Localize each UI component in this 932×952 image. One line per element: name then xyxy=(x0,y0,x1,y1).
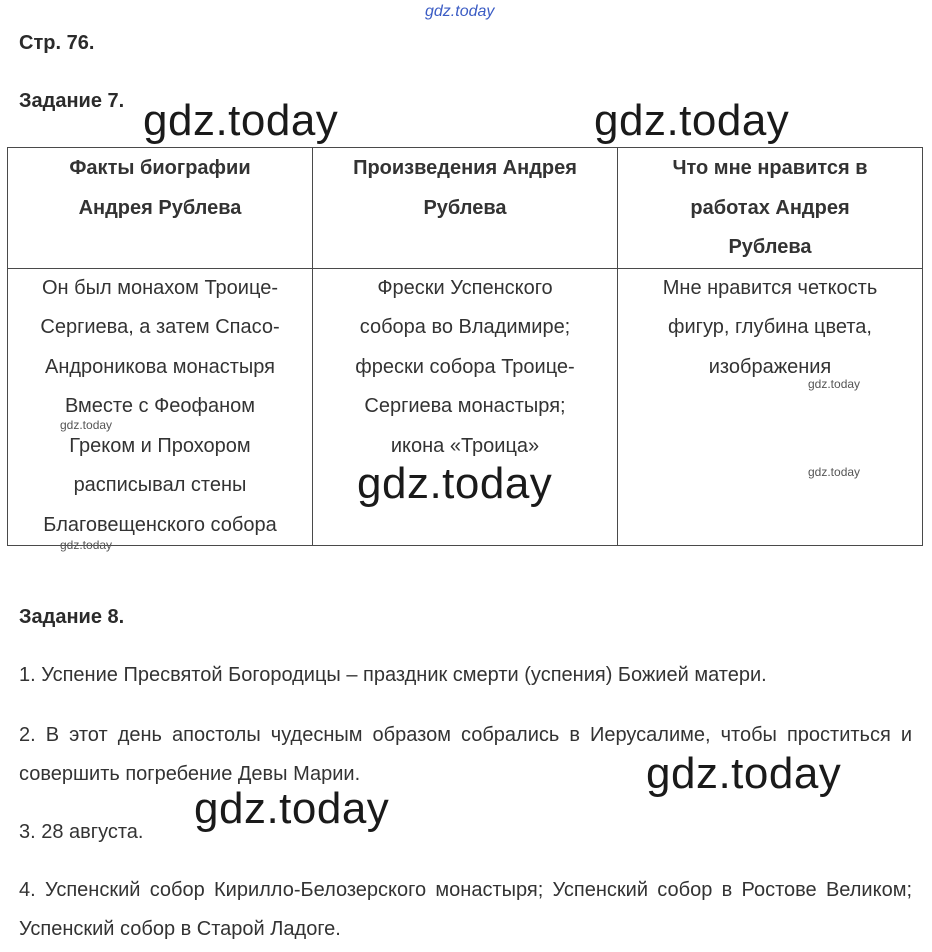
table-cell-likes xyxy=(618,268,923,546)
cell-line: Благовещенского собора xyxy=(43,513,277,536)
task8-title: Задание 8. xyxy=(19,606,125,628)
task8-item-1: 1. Успение Пресвятой Богородицы – праздник смерти (успения) Божией матери. xyxy=(19,664,767,686)
cell-line: расписывал стены xyxy=(73,474,247,496)
cell-line: Фрески Успенского xyxy=(377,276,553,299)
table-header-works xyxy=(313,148,618,269)
watermark: gdz.today xyxy=(194,784,390,833)
header-line: Рублева xyxy=(423,196,507,219)
header-line: Факты биографии xyxy=(69,157,251,179)
task8-item-3: 3. 28 августа. xyxy=(19,821,144,843)
table-header-likes xyxy=(618,148,923,269)
table-cell-facts xyxy=(8,268,313,546)
watermark-small: gdz.today xyxy=(60,418,113,432)
cell-line: Мне нравится четкость xyxy=(662,276,878,299)
cell-line: икона «Троица» xyxy=(390,434,540,457)
watermark-small: gdz.today xyxy=(808,377,861,391)
watermark-small: gdz.today xyxy=(808,465,861,479)
cell-line: Сергиева, а затем Спасо- xyxy=(40,316,280,338)
task8-item-4: 4. Успенский собор Кирилло-Белозерского монастыря; Успенский собор в Ростове Великом; Успенский собор в Старой Ладоге. xyxy=(19,879,912,940)
watermark-small: gdz.today xyxy=(60,538,113,552)
cell-line: фрески собора Троице- xyxy=(355,355,575,378)
watermark: gdz.today xyxy=(357,459,553,508)
cell-line: Вместе с Феофаном xyxy=(64,395,256,417)
cell-line: изображения xyxy=(708,355,832,378)
watermark: gdz.today xyxy=(646,749,842,798)
task7-title: Задание 7. xyxy=(19,90,125,112)
header-line: Андрея Рублева xyxy=(78,196,242,219)
header-line: Что мне нравится в xyxy=(672,157,868,179)
table-header-row xyxy=(8,148,923,269)
page-number: Стр. 76. xyxy=(19,32,95,54)
header-line: Произведения Андрея xyxy=(353,157,577,179)
cell-line: Греком и Прохором xyxy=(69,434,251,457)
task8-item-2: 2. В этот день апостолы чудесным образом собрались в Иерусалиме, чтобы проститься и совершить погребение Девы Марии. xyxy=(19,724,912,785)
header-line: Рублева xyxy=(728,236,812,258)
watermark: gdz.today xyxy=(594,96,790,145)
cell-line: собора во Владимире; xyxy=(359,316,571,338)
cell-line: Сергиева монастыря; xyxy=(364,395,566,417)
header-line: работах Андрея xyxy=(690,196,850,219)
watermark: gdz.today xyxy=(143,96,339,145)
cell-line: фигур, глубина цвета, xyxy=(668,316,872,338)
cell-line: Андроникова монастыря xyxy=(45,355,275,378)
cell-line: Он был монахом Троице- xyxy=(42,276,278,299)
watermark-top: gdz.today xyxy=(425,3,495,20)
table-header-facts xyxy=(8,148,313,269)
